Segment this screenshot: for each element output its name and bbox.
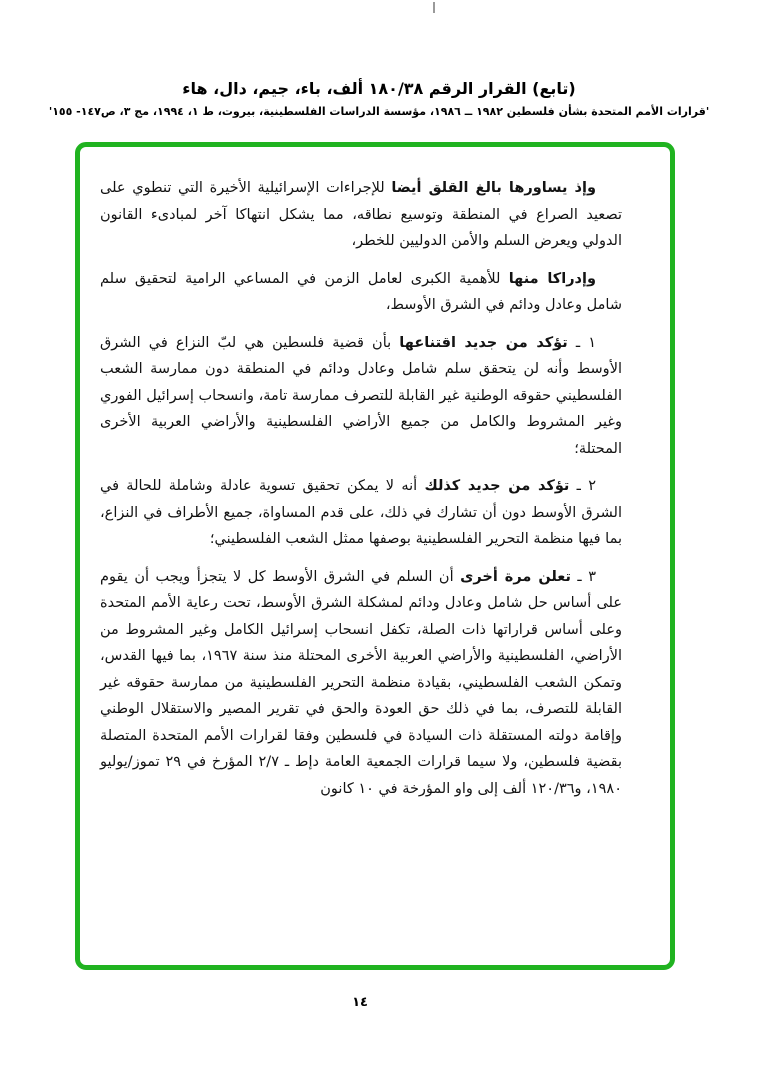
paragraph-text: أن السلم في الشرق الأوسط كل لا يتجزأ ويجب أن يقوم على أساس حل شامل وعادل ودائم لمشكلة الشرق الأوسط، تحت رعاية الأمم المتحدة وعلى أساس قراراتها ذات الصلة، تكفل انسحاب إسرائيل الكامل وغير المشروط من الأراضي، الفلسطينية والأراضي العربية الأخرى المحتلة منذ سنة ١٩٦٧، بما فيها القدس، وتمكن الشعب الفلسطيني، بقيادة منظمة التحرير الفلسطينية من ممارسة حقوقه غير القابلة للتصرف، بما في ذلك حق العودة والحق في تقرير المصير والاستقلال الوطني وإقامة دولته المستقلة ذات السيادة في فلسطين وفقا لقرارات الأمم المتحدة المتصلة بقضية فلسطين، ولا سيما قرارات الجمعية العامة دإط ـ ٢/٧ المؤرخ في ٢٩ تموز/يوليو ١٩٨٠، و١٢٠/٣٦ ألف إلى واو المؤرخة في ١٠ كانون [100,568,622,797]
paragraph-text: للإجراءات الإسرائيلية الأخيرة التي تنطوي على تصعيد الصراع في المنطقة وتوسيع نطاقه، مما يشكل انتهاكا آخر لمبادىء القانون الدولي ويعرض السلم والأمن الدوليين للخطر، [100,180,622,249]
paragraph-lead: تؤكد من جديد اقتناعها [399,334,568,351]
document-body [100,175,622,813]
paragraph-lead: تؤكد من جديد كذلك [424,478,570,494]
paragraph-preamble-1 [100,175,622,255]
paragraph-text: للأهمية الكبرى لعامل الزمن في المساعي الرامية لتحقيق سلم شامل وعادل ودائم في الشرق الأوسط، [100,270,622,313]
document-title: (تابع) القرار الرقم ١٨٠/٣٨ ألف، باء، جيم، دال، هاء [182,79,576,98]
paragraph-item-2 [100,473,622,553]
paragraph-text: أنه لا يمكن تحقيق تسوية عادلة وشاملة للحالة في الشرق الأوسط دون أن تشارك في ذلك، على قدم المساواة، جميع الأطراف في النزاع، بما فيها منظمة التحرير الفلسطينية بوصفها ممثل الشعب الفلسطيني؛ [100,478,622,547]
paragraph-lead: وإدراكا منها [508,270,596,287]
paragraph-lead: تعلن مرة أخرى [460,568,571,585]
paragraph-item-3 [100,564,622,803]
document-source-line: 'قرارات الأمم المتحدة بشأن فلسطين ١٩٨٢ ــ ١٩٨٦، مؤسسة الدراسات الفلسطينية، بيروت، ط ١، ١٩٩٤، مج ٣، ص١٤٧- ١٥٥' [48,105,710,118]
document-header [0,78,758,120]
paragraph-text: بأن قضية فلسطين هي لبّ النزاع في الشرق الأوسط وأنه لن يتحقق سلم شامل وعادل ودائم في المنطقة دون ممارسة الشعب الفلسطيني حقوقه الوطنية غير القابلة للتصرف ممارسة تامة، وانسحاب إسرائيل الفوري وغير المشروط والكامل من جميع الأراضي الفلسطينية والأراضي العربية الأخرى المحتلة؛ [100,334,622,457]
top-tick-mark [433,2,435,13]
paragraph-lead: وإذ يساورها بالغ القلق أيضا [391,180,596,196]
paragraph-number: ٣ ـ [570,568,596,585]
page-number: ١٤ [352,995,368,1010]
paragraph-number: ٢ ـ [569,478,597,494]
paragraph-preamble-2 [100,266,622,319]
paragraph-number: ١ ـ [567,334,596,351]
paragraph-item-1 [100,330,622,463]
